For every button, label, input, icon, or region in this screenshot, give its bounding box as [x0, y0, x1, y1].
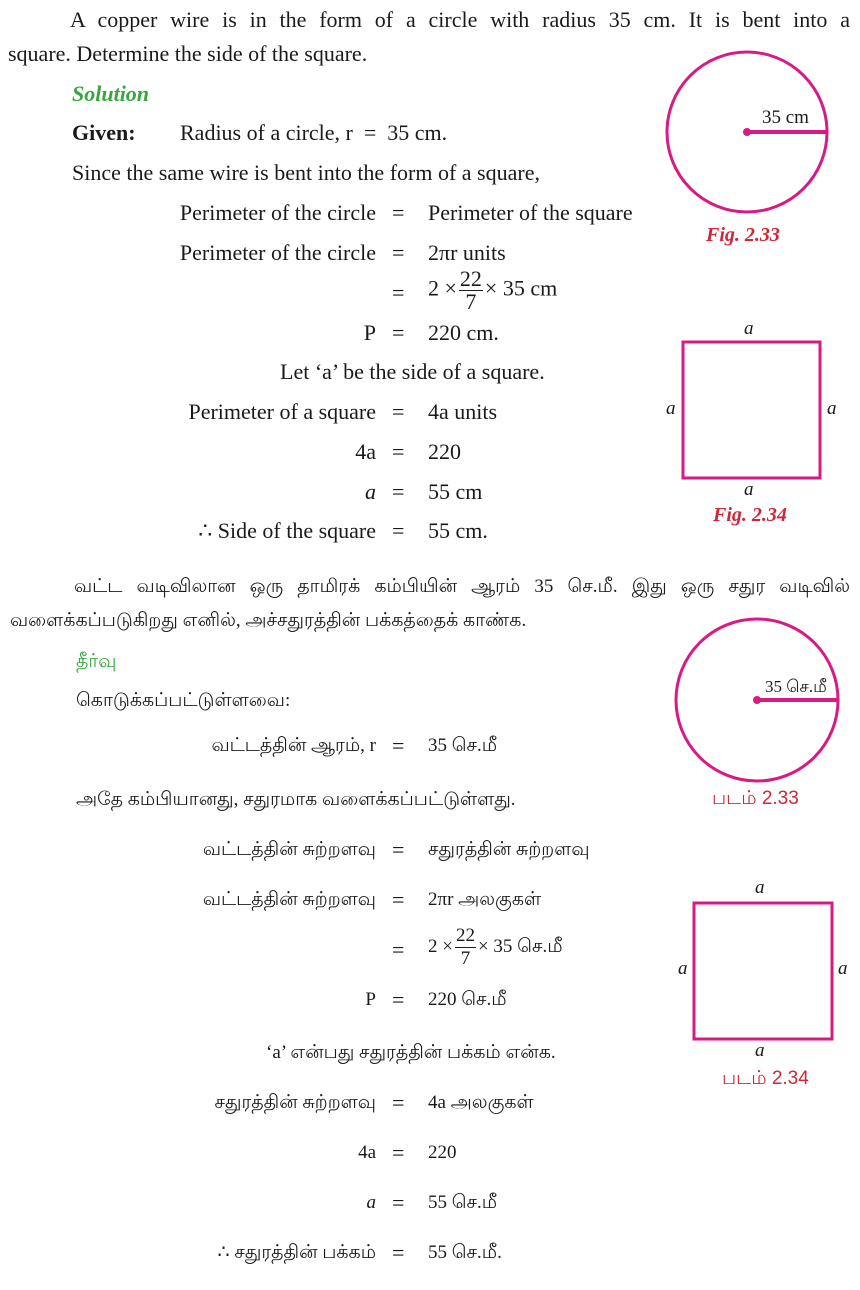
eq-right: 55 cm.	[428, 518, 488, 543]
equals-sign: =	[392, 399, 405, 424]
fraction	[455, 925, 476, 970]
problem-line-2: square. Determine the side of the square.	[8, 41, 368, 66]
eq-right: சதுரத்தின் சுற்றளவு	[428, 839, 590, 860]
since-text: Since the same wire is bent into the form of a square,	[72, 160, 540, 185]
equals-sign: =	[392, 280, 405, 305]
square-figure-en	[683, 342, 820, 478]
figure-caption: படம் 2.34	[722, 1068, 809, 1089]
side-label-bottom: a	[744, 479, 754, 500]
equals-sign: =	[392, 1140, 405, 1165]
eq-right: 2πr அலகுகள்	[428, 889, 542, 910]
let-text: Let ‘a’ be the side of a square.	[280, 359, 545, 384]
equals-sign: =	[392, 837, 405, 862]
equals-sign: =	[392, 1090, 405, 1115]
center-dot-en	[743, 128, 751, 136]
side-label-top: a	[744, 318, 754, 339]
square-figure-ta	[694, 903, 832, 1039]
figure-caption: Fig. 2.34	[713, 504, 787, 526]
equals-sign: =	[392, 1190, 405, 1215]
equals-sign: =	[392, 987, 405, 1012]
denominator: 7	[465, 289, 477, 314]
numerator: 22	[455, 925, 475, 946]
eq-left: 4a	[355, 439, 376, 464]
equals-sign: =	[392, 1240, 405, 1265]
eq-right: 55 செ.மீ	[428, 1192, 498, 1213]
eq-left: Perimeter of a square	[188, 399, 376, 424]
eq-left: P	[365, 989, 376, 1010]
equals-sign: =	[392, 937, 405, 962]
eq-right: 55 செ.மீ.	[428, 1242, 502, 1263]
tamil-solution-heading: தீர்வு	[76, 651, 117, 672]
tamil-given-label: கொடுக்கப்பட்டுள்ளவை:	[76, 690, 291, 711]
frac-pre: 2 ×	[428, 935, 453, 957]
side-label-left: a	[678, 958, 688, 979]
eq-left: வட்டத்தின் ஆரம், r	[211, 735, 376, 756]
eq-left: Perimeter of the circle	[179, 200, 376, 225]
frac-post: × 35 செ.மீ	[477, 935, 563, 957]
eq-left: a	[366, 1192, 376, 1213]
eq-left: சதுரத்தின் சுற்றளவு	[214, 1092, 376, 1113]
eq-right-fraction	[428, 925, 563, 970]
eq-right: 4a அலகுகள்	[428, 1092, 534, 1113]
equals-sign: =	[392, 887, 405, 912]
tamil-let-text: ‘a’ என்பது சதுரத்தின் பக்கம் என்க.	[266, 1042, 556, 1063]
denominator: 7	[460, 948, 471, 969]
eq-right: 55 cm	[428, 479, 483, 504]
side-label-right: a	[838, 958, 848, 979]
side-label-bottom: a	[755, 1040, 765, 1061]
eq-left: a	[365, 479, 376, 504]
solution-heading: Solution	[72, 81, 150, 106]
equals-sign: =	[392, 479, 405, 504]
eq-right: Perimeter of the square	[428, 200, 633, 225]
eq-right: 35 செ.மீ	[428, 735, 498, 756]
eq-left: வட்டத்தின் சுற்றளவு	[202, 839, 376, 860]
numerator: 22	[459, 266, 482, 291]
fraction	[459, 268, 483, 313]
eq-right: 220	[428, 439, 461, 464]
equals-sign: =	[392, 733, 405, 758]
figure-caption: Fig. 2.33	[706, 224, 780, 246]
side-label-top: a	[755, 877, 765, 898]
equals-sign: =	[392, 240, 405, 265]
eq-left: ∴ சதுரத்தின் பக்கம்	[217, 1242, 376, 1263]
frac-pre: 2 ×	[428, 275, 457, 301]
radius-label-en: 35 cm	[762, 107, 809, 128]
eq-left: 4a	[358, 1142, 376, 1163]
side-label-right: a	[827, 398, 837, 419]
eq-right: 220 cm.	[428, 320, 499, 345]
tamil-problem-line-1: வட்ட வடிவிலான ஒரு தாமிரக் கம்பியின் ஆரம் 35 செ.மீ. இது ஒரு சதுர வடிவில்	[74, 576, 850, 597]
side-label-left: a	[666, 398, 676, 419]
eq-right: 220	[428, 1142, 457, 1163]
equals-sign: =	[392, 320, 405, 345]
eq-right: 4a units	[428, 399, 498, 424]
eq-left: ∴ Side of the square	[198, 518, 376, 543]
equals-sign: =	[392, 439, 405, 464]
given-label: Given:	[72, 120, 136, 145]
equals-sign: =	[392, 200, 405, 225]
tamil-problem-line-2: வளைக்கப்படுகிறது எனில், அச்சதுரத்தின் பக்கத்தைக் காண்க.	[10, 610, 527, 631]
figure-caption: படம் 2.33	[712, 788, 799, 809]
eq-left: வட்டத்தின் சுற்றளவு	[202, 889, 376, 910]
equals-sign: =	[392, 518, 405, 543]
problem-line-1: A copper wire is in the form of a circle with radius 35 cm. It is bent into a	[70, 7, 850, 32]
eq-right: 220 செ.மீ	[428, 989, 507, 1010]
eq-right-fraction	[428, 268, 557, 313]
frac-post: × 35 cm	[484, 275, 558, 301]
center-dot-ta	[753, 696, 761, 704]
given-text: Radius of a circle, r = 35 cm.	[180, 120, 448, 145]
tamil-since-text: அதே கம்பியானது, சதுரமாக வளைக்கப்பட்டுள்ளது.	[76, 789, 516, 810]
eq-right: 2πr units	[428, 240, 506, 265]
eq-left: P	[363, 320, 376, 345]
radius-label-ta: 35 செ.மீ	[765, 677, 827, 696]
eq-left: Perimeter of the circle	[179, 240, 376, 265]
